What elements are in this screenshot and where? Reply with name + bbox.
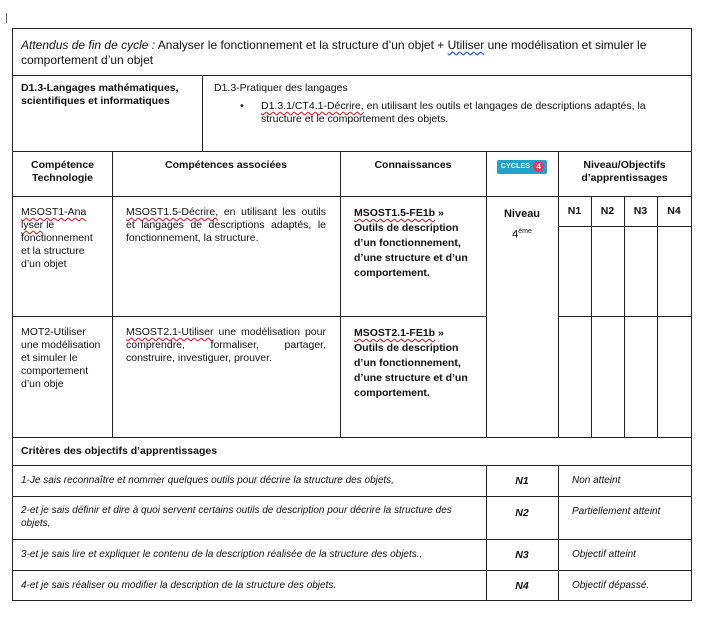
row2-competence-text: une modélisation et simuler le comportement d’un obje <box>21 339 101 390</box>
row2-connaissances: MSOST2.1-FE1b » Outils de description d’un fonctionnement, d’une structure et d’un comportement. <box>340 316 487 438</box>
row2-conn-code: MSOST2.1-FE1b <box>354 327 436 339</box>
row2-conn-text: Outils de description d’un fonctionnement, d’une structure et d’un comportement. <box>354 342 468 399</box>
domain-bullet <box>214 100 679 126</box>
criteria-4-level-cell <box>486 570 559 601</box>
cycle-badge-text: CYCLES <box>500 163 531 170</box>
domain-left-cell <box>12 75 203 152</box>
criteria-2-status-cell <box>558 496 692 540</box>
level-r2-n1[interactable] <box>558 316 592 438</box>
domain-bullet-text: en utilisant les outils et langages de descriptions adaptés, la structure et le comportement des objets. <box>261 100 646 125</box>
cycle-badge <box>497 160 548 174</box>
col-cycle <box>486 151 559 197</box>
criteria-4-text-cell <box>12 570 487 601</box>
col-niveau-obj-label: Niveau/Objectifs d’apprentissages <box>581 159 668 184</box>
criteria-2-text: 2-et je sais définir et dire à quoi servent certains outils de description pour décrire la structure des objets, <box>21 505 452 529</box>
criteria-1-text-cell <box>12 465 487 497</box>
row1-competence-text: le fonctionnement et la structure d’un objet <box>21 219 93 270</box>
col-competence-label: Compétence Technologie <box>30 159 94 184</box>
level-r2-n4[interactable] <box>657 316 692 438</box>
criteria-3-status: Objectif atteint <box>572 549 636 560</box>
row1-associees <box>112 196 341 317</box>
row1-assoc-code: MSOST1.5-Décrire, <box>126 206 219 218</box>
criteria-title-cell <box>12 437 692 466</box>
level-r1-n4[interactable] <box>657 226 692 317</box>
row1-assoc-text: en utilisant les outils et langages de descriptions adaptés, le fonctionnement, la structure. <box>126 206 326 244</box>
criteria-3-status-cell <box>558 539 692 571</box>
row1-connaissances: MSOST1.5-FE1b » Outils de description d’un fonctionnement, d’une structure et d’un comportement. <box>340 196 487 317</box>
criteria-title: Critères des objectifs d’apprentissages <box>21 445 218 457</box>
row2-competence <box>12 316 113 438</box>
row2-associees <box>112 316 341 438</box>
col-niveau-obj <box>558 151 692 197</box>
header-text-post: une modélisation et simuler le comportement d’un objet <box>21 38 647 67</box>
col-competence <box>12 151 113 197</box>
criteria-2-level: N2 <box>515 507 529 519</box>
niveau-cell <box>486 196 559 438</box>
level-n1-label: N1 <box>567 205 582 217</box>
criteria-1-status-cell <box>558 465 692 497</box>
level-header-n3 <box>624 196 658 227</box>
header-label: Attendus de fin de cycle : <box>21 38 156 52</box>
criteria-1-level: N1 <box>515 475 529 487</box>
text-cursor <box>6 13 7 23</box>
domain-left-text: D1.3-Langages mathématiques, scientifiques et informatiques <box>21 82 179 107</box>
col-associees-label: Compétences associées <box>165 159 287 171</box>
criteria-4-level: N4 <box>515 580 529 592</box>
niveau-value-num: 4 <box>512 228 519 241</box>
criteria-2-status: Partiellement atteint <box>572 506 661 517</box>
level-r1-n1[interactable] <box>558 226 592 317</box>
level-header-n4 <box>657 196 692 227</box>
level-n3-label: N3 <box>633 205 648 217</box>
criteria-4-text: 4-et je sais réaliser ou modifier la description de la structure des objets. <box>21 580 337 591</box>
bullet-dot: • <box>240 100 244 112</box>
level-n2-label: N2 <box>600 205 615 217</box>
col-connaissances <box>340 151 487 197</box>
criteria-2-text-cell <box>12 496 487 540</box>
criteria-4-status: Objectif dépassé. <box>572 580 650 591</box>
row2-assoc-text: une modélisation pour comprendre, formaliser, partager, construire, investiguer, prouver. <box>126 326 326 364</box>
level-r1-n2[interactable] <box>591 226 625 317</box>
criteria-3-level-cell <box>486 539 559 571</box>
criteria-2-level-cell <box>486 496 559 540</box>
level-r1-n3[interactable] <box>624 226 658 317</box>
criteria-3-level: N3 <box>515 549 529 561</box>
row1-conn-code: MSOST1.5-FE1b <box>354 207 436 219</box>
niveau-label: Niveau <box>503 208 541 220</box>
level-header-n1 <box>558 196 592 227</box>
col-associees <box>112 151 341 197</box>
level-n4-label: N4 <box>667 205 681 217</box>
row2-competence-code: MOT2-Utiliser <box>21 326 86 338</box>
criteria-4-status-cell <box>558 570 692 601</box>
header-text-pre: Analyser le fonctionnement et la structure d’un objet + <box>155 38 448 52</box>
col-connaissances-label: Connaissances <box>374 159 452 171</box>
row1-competence-code: MSOST1-Ana lyser <box>21 206 87 231</box>
row1-competence <box>12 196 113 317</box>
level-header-n2 <box>591 196 625 227</box>
row1-conn-text: Outils de description d’un fonctionnement, d’une structure et d’un comportement. <box>354 222 468 279</box>
criteria-1-status: Non atteint <box>572 475 621 486</box>
criteria-3-text-cell <box>12 539 487 571</box>
criteria-3-text: 3-et je sais lire et expliquer le contenu de la description réalisée de la structure des objets., <box>21 549 423 560</box>
level-r2-n2[interactable] <box>591 316 625 438</box>
domain-right-title: D1.3-Pratiquer des langages <box>214 82 348 94</box>
domain-right-cell <box>202 75 692 152</box>
row2-assoc-code: MSOST2.1-Utiliser <box>126 326 214 338</box>
criteria-1-level-cell <box>486 465 559 497</box>
criteria-1-text: 1-Je sais reconnaître et nommer quelques outils pour décrire la structure des objets, <box>21 475 394 486</box>
niveau-value-sup: ème <box>518 228 532 235</box>
cycle-badge-num: 4 <box>533 161 544 172</box>
domain-bullet-code: D1.3.1/CT4.1-Décrire, <box>261 100 364 112</box>
header-cell <box>12 28 692 76</box>
level-r2-n3[interactable] <box>624 316 658 438</box>
niveau-value <box>486 225 558 242</box>
header-link[interactable]: Utiliser <box>447 38 485 52</box>
